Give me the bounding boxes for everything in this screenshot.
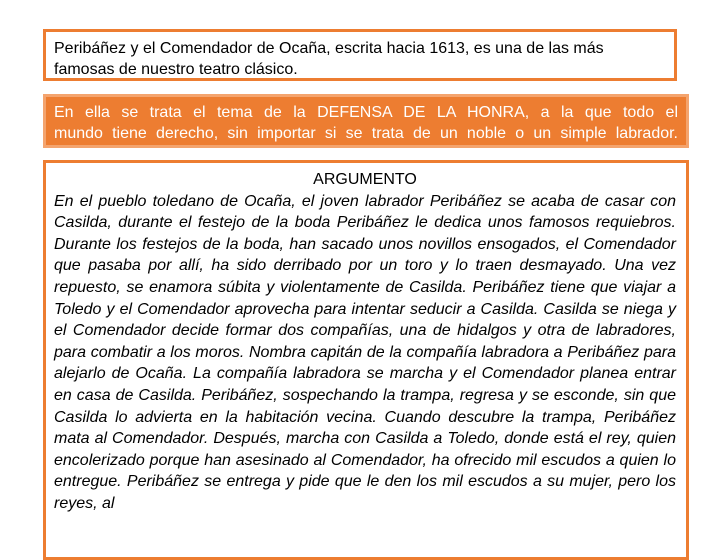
argument-box bbox=[43, 160, 689, 560]
intro-text: Peribáñez y el Comendador de Ocaña, escrita hacia 1613, es una de las más famosas de nuestro teatro clásico. bbox=[54, 40, 604, 78]
theme-text-line-2: mundo tiene derecho, sin importar si se trata de un noble o un simple labrador. bbox=[54, 125, 678, 142]
theme-highlight-box bbox=[43, 94, 689, 148]
intro-text-box bbox=[43, 29, 677, 81]
argument-title: ARGUMENTO bbox=[313, 171, 417, 188]
theme-text-line-1: En ella se trata el tema de la DEFENSA DE LA HONRA, a la que todo el bbox=[54, 104, 678, 121]
argument-body: En el pueblo toledano de Ocaña, el joven labrador Peribáñez se acaba de casar con Casilda, durante el festejo de la boda Peribáñez le dedica unos famosos requiebros. Durante los festejos de la boda, han sacado unos novillos ensogados, el Comendador que pasaba por allí, ha sido derribado por un toro y lo traen desmayado. Una vez repuesto, se enamora súbita y violentamente de Casilda. Peribáñez tiene que viajar a Toledo y el Comendador aprovecha para intentar seducir a Casilda. Casilda se niega y el Comendador decide formar dos compañías, una de hidalgos y otra de labradores, para combatir a los moros. Nombra capitán de la compañía labradora a Peribáñez para alejarlo de Ocaña. La compañía labradora se marcha y el Comendador planea entrar en casa de Casilda. Peribáñez, sospechando la trampa, regresa y se esconde, sin que Casilda lo advierta en la habitación vecina. Cuando descubre la trampa, Peribáñez mata al Comendador. Después, marcha con Casilda a Toledo, donde está el rey, quien encolerizado porque han asesinado al Comendador, ha ofrecido mil escudos a quien lo entregue. Peribáñez se entrega y pide que le den los mil escudos a su mujer, pero los reyes, al bbox=[54, 192, 676, 512]
